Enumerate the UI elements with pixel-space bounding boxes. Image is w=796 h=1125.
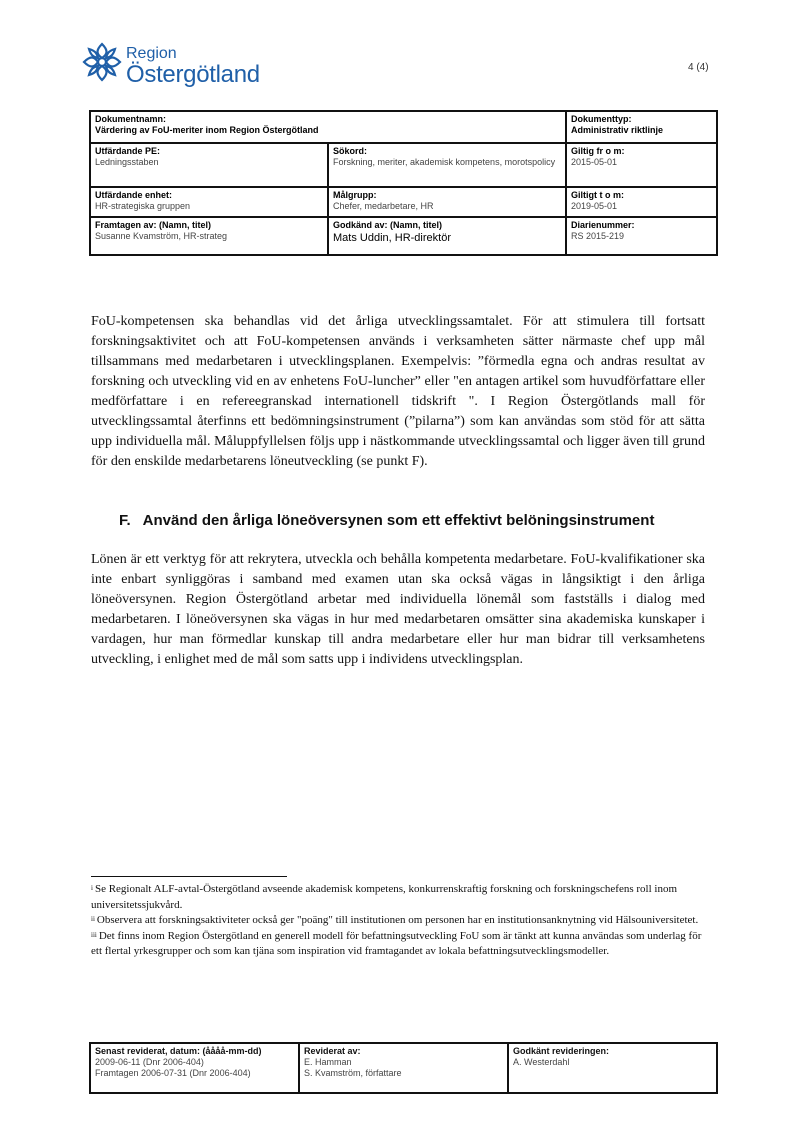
senast-reviderat-line1: 2009-06-11 (Dnr 2006-404) — [95, 1057, 204, 1067]
godkand-value: Mats Uddin, HR-direktör — [333, 232, 451, 244]
utfardande-pe-label: Utfärdande PE: — [95, 146, 161, 156]
utfardande-pe-value: Ledningsstaben — [95, 157, 159, 167]
region-emblem-icon — [82, 42, 122, 82]
document-header-table — [89, 110, 718, 256]
footnote-text: Observera att forskningsaktiviteter också ger "poäng" till institutionen om personen har en institutionsanknytning vid Hälsouniversitetet. — [96, 914, 699, 926]
page-number: 4 (4) — [688, 62, 709, 73]
logo-text-ostergotland: Östergötland — [126, 61, 260, 88]
framtagen-value: Susanne Kvamström, HR-strateg — [95, 231, 228, 241]
utfardande-enhet-label: Utfärdande enhet: — [95, 190, 173, 200]
senast-reviderat-cell — [90, 1043, 299, 1093]
giltig-tom-cell — [566, 187, 717, 217]
section-heading-letter: F. — [119, 512, 131, 529]
dokumentnamn-value: Värdering av FoU-meriter inom Region Östergötland — [95, 125, 319, 135]
section-heading-f — [119, 512, 654, 529]
dokumenttyp-cell — [566, 111, 717, 143]
framtagen-label: Framtagen av: (Namn, titel) — [95, 220, 212, 230]
godkant-revideringen-value: A. Westerdahl — [513, 1057, 570, 1067]
dokumentnamn-cell — [90, 111, 566, 143]
footnote-item — [91, 882, 709, 913]
revision-footer-table — [89, 1042, 718, 1094]
diarienummer-cell — [566, 217, 717, 255]
giltig-tom-label: Giltigt t o m: — [571, 190, 625, 200]
utfardande-pe-cell — [90, 143, 328, 187]
utfardande-enhet-value: HR-strategiska gruppen — [95, 201, 191, 211]
giltig-from-label: Giltig fr o m: — [571, 146, 625, 156]
footnote-divider — [91, 876, 287, 877]
footnote-text: Se Regionalt ALF-avtal-Östergötland avseende akademisk kompetens, konkurrenskraftig forskning och forskningschefens roll inom universitetssjukvård. — [91, 883, 678, 911]
malgrupp-label: Målgrupp: — [333, 190, 377, 200]
footnote-mark: iii — [91, 930, 97, 939]
framtagen-cell — [90, 217, 328, 255]
dokumentnamn-label: Dokumentnamn: — [95, 114, 167, 124]
sokord-cell — [328, 143, 566, 187]
godkant-revideringen-label: Godkänt revideringen: — [513, 1046, 610, 1056]
footnote-text: Det finns inom Region Östergötland en generell modell för befattningsutveckling FoU som är tänkt att kunna användas som underlag för ett flertal yrkesgrupper och som kan tjäna som inspiration vid framtagandet av lokala befattningsutvecklingsmodeller. — [91, 929, 702, 957]
malgrupp-value: Chefer, medarbetare, HR — [333, 201, 434, 211]
utfardande-enhet-cell — [90, 187, 328, 217]
region-logo — [82, 40, 292, 92]
giltig-from-cell — [566, 143, 717, 187]
reviderat-av-line1: E. Hamman — [304, 1057, 352, 1067]
diarienummer-value: RS 2015-219 — [571, 231, 625, 241]
godkand-label: Godkänd av: (Namn, titel) — [333, 220, 443, 230]
sokord-value: Forskning, meriter, akademisk kompetens, morotspolicy — [333, 157, 556, 167]
sokord-label: Sökord: — [333, 146, 368, 156]
footnote-mark: i — [91, 884, 93, 892]
godkand-cell — [328, 217, 566, 255]
dokumenttyp-value: Administrativ riktlinje — [571, 125, 664, 135]
body-paragraph-2: Lönen är ett verktyg för att rekrytera, utveckla och behålla kompetenta medarbetare. FoU-kvalifikationer ska inte enbart synliggöras i samband med examen utan ska också vägas in långsiktigt i den årliga löneöversynen. Region Östergötland arbetar med individuella lönemål som fastställs i dialog med medarbetaren. I löneöversynen ska vägas in hur med medarbetaren omsätter sina akademiska kunskaper i vardagen, hur man förmedlar kunskap till andra medarbetare eller hur man bidrar till verksamhetens utveckling, i enlighet med de mål som satts upp i individens utvecklingsplan. — [91, 552, 705, 667]
senast-reviderat-label: Senast reviderat, datum: (åååå-mm-dd) — [95, 1046, 262, 1056]
senast-reviderat-line2: Framtagen 2006-07-31 (Dnr 2006-404) — [95, 1068, 251, 1078]
footnote-item — [91, 929, 709, 960]
giltig-from-value: 2015-05-01 — [571, 157, 618, 167]
malgrupp-cell — [328, 187, 566, 217]
reviderat-av-cell — [299, 1043, 508, 1093]
footnote-mark: ii — [91, 915, 95, 923]
reviderat-av-label: Reviderat av: — [304, 1046, 361, 1056]
godkant-revideringen-cell — [508, 1043, 717, 1093]
diarienummer-label: Diarienummer: — [571, 220, 635, 230]
body-paragraph-1: FoU-kompetensen ska behandlas vid det årliga utvecklingssamtalet. För att stimulera till fortsatt forskningsaktivitet och att FoU-kompetensen används i verksamheten sätter närmaste chef upp mål tillsammans med medarbetaren i utvecklingsplanen. Exempelvis: ”förmedla egna och andras resultat av forskning och utveckling vid en av enhetens FoU-luncher” eller "en antagen artikel som huvudförfattare eller medförfattare i en refereegranskad internationell tidskrift ". I Region Östergötlands mall för utvecklingssamtal återfinns ett bedömningsinstrument (”pilarna”) som kan användas som stöd för att sätta upp individuella mål. Måluppfyllelsen följs upp i nästkommande utvecklingssamtal och ligger även till grund för den enskilde medarbetarens löneutveckling (se punkt F). — [91, 314, 705, 469]
section-heading-text: Använd den årliga löneöversynen som ett effektivt belöningsinstrument — [142, 512, 655, 529]
footnote-item — [91, 913, 709, 929]
giltig-tom-value: 2019-05-01 — [571, 201, 618, 211]
reviderat-av-line2: S. Kvamström, författare — [304, 1068, 402, 1078]
dokumenttyp-label: Dokumenttyp: — [571, 114, 632, 124]
logo-text-region: Region — [126, 45, 177, 62]
footnotes — [91, 882, 709, 960]
